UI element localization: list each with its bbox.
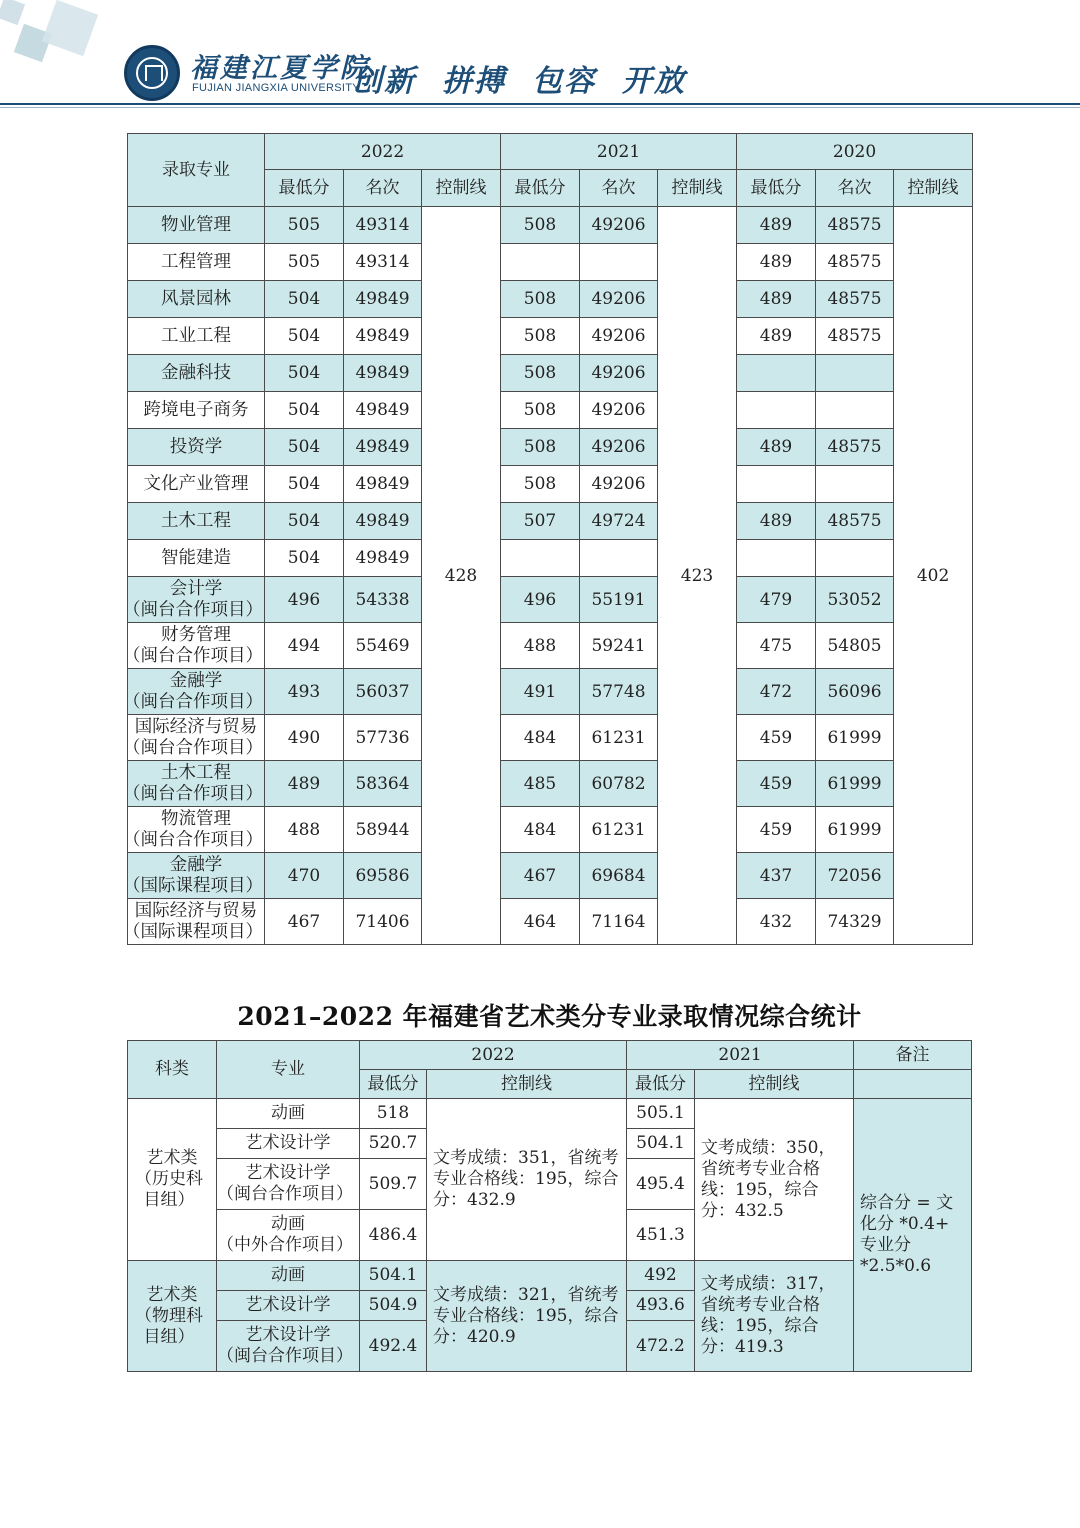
table-row	[128, 318, 973, 355]
min-score-cell: 504	[265, 503, 344, 540]
min-score-cell: 520.7	[360, 1129, 427, 1159]
category-line: 目组）	[143, 1190, 195, 1210]
control-line-cell: 428	[422, 207, 501, 945]
major-name-line: （国际课程项目）	[123, 875, 263, 896]
major-name-line: （闽台合作项目）	[123, 691, 263, 712]
header-year: 2021	[501, 134, 737, 170]
min-score-cell: 504	[265, 318, 344, 355]
min-score-cell: 508	[501, 281, 580, 318]
major-name-line: （闽台合作项目）	[123, 599, 263, 620]
major-name-line: 物流管理	[161, 808, 231, 829]
min-score-cell	[737, 355, 816, 392]
major-name-line: 物业管理	[161, 214, 231, 235]
category-line: 艺术类	[146, 1284, 198, 1305]
rank-cell	[580, 540, 658, 577]
min-score-cell	[501, 540, 580, 577]
major-cell	[128, 540, 265, 577]
rank-cell: 49206	[580, 392, 658, 429]
rank-cell: 61999	[816, 715, 894, 761]
major-name-line: 投资学	[169, 436, 223, 457]
header-control-line: 控制线	[894, 170, 973, 207]
art-admission-title: 2021–2022 年福建省艺术类分专业录取情况综合统计	[237, 1002, 862, 1031]
header-min-score: 最低分	[737, 170, 816, 207]
min-score-cell: 508	[501, 355, 580, 392]
major-name-line: 艺术设计学	[245, 1133, 331, 1153]
min-score-cell: 505	[265, 244, 344, 281]
table-row	[128, 355, 973, 392]
table-row	[128, 207, 973, 244]
major-cell	[123, 761, 265, 807]
min-score-cell: 459	[737, 761, 816, 807]
min-score-cell: 467	[501, 853, 580, 899]
min-score-cell: 489	[737, 281, 816, 318]
header-category: 科类	[128, 1041, 217, 1099]
major-name-line: （闽台合作项目）	[217, 1184, 353, 1204]
remark-cell: 综合分 = 文化分 *0.4+ 专业分 *2.5*0.6	[854, 1099, 972, 1372]
min-score-cell: 492.4	[360, 1321, 427, 1372]
category-line: 目组）	[143, 1326, 195, 1347]
header-remark: 备注	[854, 1041, 972, 1070]
rank-cell: 61999	[816, 761, 894, 807]
major-name-line: 金融科技	[161, 362, 231, 383]
min-score-cell: 505.1	[627, 1099, 695, 1129]
min-score-cell	[501, 244, 580, 281]
category-line: 艺术类	[146, 1148, 198, 1168]
slogan-word: 包容	[532, 64, 596, 99]
min-score-cell: 484	[501, 807, 580, 853]
rank-cell: 49206	[580, 207, 658, 244]
min-score-cell: 488	[501, 623, 580, 669]
min-score-cell: 508	[501, 392, 580, 429]
min-score-cell: 432	[737, 899, 816, 945]
rank-cell: 54338	[344, 577, 422, 623]
min-score-cell: 490	[265, 715, 344, 761]
admission-scores-table	[123, 133, 973, 945]
control-line-cell: 402	[894, 207, 973, 945]
rank-cell: 49206	[580, 429, 658, 466]
min-score-cell: 496	[265, 577, 344, 623]
major-name-line: （闽台合作项目）	[123, 737, 263, 758]
rank-cell: 49206	[580, 466, 658, 503]
rank-cell: 72056	[816, 853, 894, 899]
major-cell	[128, 207, 265, 244]
major-name-line: 风景园林	[161, 288, 231, 309]
rank-cell: 49849	[344, 281, 422, 318]
min-score-cell: 518	[360, 1099, 427, 1129]
table-row	[128, 540, 973, 577]
header-min-score: 最低分	[360, 1070, 427, 1099]
rank-cell: 49849	[344, 429, 422, 466]
table-row	[128, 623, 973, 669]
min-score-cell: 504	[265, 429, 344, 466]
rank-cell: 71406	[344, 899, 422, 945]
header-control-line: 控制线	[427, 1070, 627, 1099]
major-name-line: （闽台合作项目）	[217, 1346, 353, 1366]
major-name-line: 会计学	[169, 578, 223, 599]
header-year: 2020	[737, 134, 973, 170]
rank-cell: 61231	[580, 807, 658, 853]
major-name-line: 财务管理	[161, 624, 231, 645]
major-name-line: 艺术设计学	[245, 1295, 331, 1315]
rank-cell: 48575	[816, 244, 894, 281]
min-score-cell: 509.7	[360, 1159, 427, 1210]
rank-cell: 56037	[344, 669, 422, 715]
min-score-cell: 504	[265, 466, 344, 503]
header-rank: 名次	[816, 170, 894, 207]
table-row	[128, 281, 973, 318]
rank-cell: 69684	[580, 853, 658, 899]
table-row	[128, 392, 973, 429]
category-cell	[128, 1099, 217, 1261]
major-name-line: 动画	[271, 1103, 305, 1123]
major-name-line: （国际课程项目）	[123, 921, 263, 942]
min-score-cell: 504.9	[360, 1291, 427, 1321]
rank-cell: 60782	[580, 761, 658, 807]
major-cell	[217, 1210, 360, 1261]
min-score-cell: 492	[627, 1261, 695, 1291]
min-score-cell: 451.3	[627, 1210, 695, 1261]
header-min-score: 最低分	[265, 170, 344, 207]
table-row	[128, 807, 973, 853]
min-score-cell: 485	[501, 761, 580, 807]
header-min-score: 最低分	[501, 170, 580, 207]
major-cell	[128, 466, 265, 503]
min-score-cell: 464	[501, 899, 580, 945]
min-score-cell: 489	[737, 318, 816, 355]
table-row	[128, 503, 973, 540]
control-line-cell: 文考成绩：351，省统考专业合格线：195，综合分：432.9	[427, 1099, 627, 1261]
major-cell	[123, 853, 265, 899]
min-score-cell: 475	[737, 623, 816, 669]
header-divider-thin	[0, 107, 1080, 108]
min-score-cell: 508	[501, 466, 580, 503]
rank-cell: 57748	[580, 669, 658, 715]
table-row	[128, 466, 973, 503]
rank-cell: 49849	[344, 540, 422, 577]
major-cell	[217, 1291, 360, 1321]
header-rank: 名次	[580, 170, 658, 207]
slogan-word: 拼搏	[442, 64, 506, 99]
header-remark-empty	[854, 1070, 972, 1099]
page-header	[0, 0, 1080, 110]
control-line-cell: 文考成绩：321，省统考专业合格线：195，综合分：420.9	[427, 1261, 627, 1372]
rank-cell: 57736	[344, 715, 422, 761]
rank-cell: 56096	[816, 669, 894, 715]
rank-cell: 49849	[344, 318, 422, 355]
major-name-line: 土木工程	[161, 762, 231, 783]
major-name-line: 文化产业管理	[143, 473, 249, 494]
header-year: 2021	[627, 1041, 854, 1070]
header-major: 专业	[217, 1041, 360, 1099]
rank-cell: 69586	[344, 853, 422, 899]
min-score-cell: 489	[737, 207, 816, 244]
rank-cell	[816, 355, 894, 392]
min-score-cell: 504	[265, 392, 344, 429]
min-score-cell: 437	[737, 853, 816, 899]
category-cell	[128, 1261, 217, 1372]
header-control-line: 控制线	[695, 1070, 854, 1099]
min-score-cell: 472.2	[627, 1321, 695, 1372]
min-score-cell: 495.4	[627, 1159, 695, 1210]
major-cell	[217, 1099, 360, 1129]
min-score-cell: 491	[501, 669, 580, 715]
rank-cell: 49206	[580, 281, 658, 318]
rank-cell: 49314	[344, 244, 422, 281]
control-line-cell: 文考成绩：350，省统考专业合格线：195，综合分：432.5	[695, 1099, 854, 1261]
rank-cell: 61999	[816, 807, 894, 853]
major-name-line: 国际经济与贸易	[134, 716, 258, 737]
min-score-cell: 493	[265, 669, 344, 715]
min-score-cell: 486.4	[360, 1210, 427, 1261]
rank-cell: 49849	[344, 355, 422, 392]
major-name-line: 艺术设计学	[245, 1163, 331, 1183]
header-control-line: 控制线	[658, 170, 737, 207]
rank-cell: 49849	[344, 392, 422, 429]
rank-cell: 48575	[816, 503, 894, 540]
slogan-word: 创新	[352, 64, 416, 99]
major-cell	[123, 807, 265, 853]
major-name-line: 动画	[271, 1265, 305, 1285]
table-row	[128, 853, 973, 899]
min-score-cell: 508	[501, 429, 580, 466]
min-score-cell: 494	[265, 623, 344, 669]
major-cell	[217, 1129, 360, 1159]
rank-cell: 61231	[580, 715, 658, 761]
rank-cell: 48575	[816, 281, 894, 318]
min-score-cell: 504	[265, 281, 344, 318]
major-cell	[217, 1321, 360, 1372]
major-name-line: 艺术设计学	[245, 1325, 331, 1345]
major-name-line: 工业工程	[161, 325, 231, 346]
min-score-cell: 484	[501, 715, 580, 761]
rank-cell: 48575	[816, 207, 894, 244]
major-name-line: （闽台合作项目）	[123, 645, 263, 666]
rank-cell: 49724	[580, 503, 658, 540]
rank-cell: 49206	[580, 355, 658, 392]
header-rank: 名次	[344, 170, 422, 207]
min-score-cell: 504	[265, 355, 344, 392]
rank-cell: 49849	[344, 466, 422, 503]
university-name-en: FUJIAN JIANGXIA UNIVERSITY	[192, 82, 360, 94]
major-cell	[128, 503, 265, 540]
min-score-cell: 488	[265, 807, 344, 853]
major-cell	[128, 244, 265, 281]
art-admission-table	[127, 1040, 972, 1372]
min-score-cell	[737, 540, 816, 577]
major-name-line: 土木工程	[161, 510, 231, 531]
major-cell	[123, 715, 265, 761]
major-name-line: 工程管理	[161, 251, 231, 272]
table-row	[128, 1261, 972, 1291]
min-score-cell: 479	[737, 577, 816, 623]
min-score-cell: 508	[501, 318, 580, 355]
min-score-cell: 493.6	[627, 1291, 695, 1321]
rank-cell: 58364	[344, 761, 422, 807]
min-score-cell: 489	[737, 244, 816, 281]
min-score-cell: 507	[501, 503, 580, 540]
min-score-cell: 504	[265, 540, 344, 577]
major-cell	[128, 429, 265, 466]
major-name-line: （闽台合作项目）	[123, 829, 263, 850]
slogan-word: 开放	[622, 64, 686, 99]
min-score-cell: 470	[265, 853, 344, 899]
rank-cell	[816, 540, 894, 577]
rank-cell: 71164	[580, 899, 658, 945]
major-cell	[128, 392, 265, 429]
major-cell	[123, 899, 265, 945]
rank-cell: 59241	[580, 623, 658, 669]
table-row	[128, 669, 973, 715]
major-cell	[123, 669, 265, 715]
header-control-line: 控制线	[422, 170, 501, 207]
major-cell	[123, 623, 265, 669]
university-emblem-icon	[124, 45, 180, 101]
major-name-line: 国际经济与贸易	[134, 900, 258, 921]
category-line: （历史科	[135, 1169, 203, 1189]
min-score-cell: 459	[737, 807, 816, 853]
rank-cell: 49206	[580, 318, 658, 355]
university-slogan	[352, 56, 712, 100]
rank-cell	[580, 244, 658, 281]
rank-cell: 58944	[344, 807, 422, 853]
table-row	[128, 429, 973, 466]
header-year: 2022	[265, 134, 501, 170]
major-cell	[128, 318, 265, 355]
rank-cell	[816, 466, 894, 503]
rank-cell: 49849	[344, 503, 422, 540]
rank-cell: 48575	[816, 429, 894, 466]
major-name-line: 动画	[271, 1214, 305, 1234]
major-cell	[217, 1159, 360, 1210]
min-score-cell: 505	[265, 207, 344, 244]
major-name-line: （中外合作项目）	[217, 1235, 353, 1255]
min-score-cell: 496	[501, 577, 580, 623]
major-cell	[128, 355, 265, 392]
header-major: 录取专业	[128, 134, 265, 207]
rank-cell: 54805	[816, 623, 894, 669]
major-name-line: 金融学	[169, 854, 223, 875]
header-min-score: 最低分	[627, 1070, 695, 1099]
rank-cell	[816, 392, 894, 429]
control-line-cell: 423	[658, 207, 737, 945]
major-name-line: 智能建造	[161, 547, 231, 568]
decorative-square	[0, 0, 25, 25]
table-row	[128, 1099, 972, 1129]
min-score-cell	[737, 466, 816, 503]
major-cell	[123, 577, 265, 623]
university-name-cn: 福建江夏学院	[190, 53, 370, 84]
rank-cell: 74329	[816, 899, 894, 945]
table-row	[128, 899, 973, 945]
rank-cell: 53052	[816, 577, 894, 623]
header-year: 2022	[360, 1041, 627, 1070]
min-score-cell: 504.1	[360, 1261, 427, 1291]
min-score-cell: 504.1	[627, 1129, 695, 1159]
major-name-line: （闽台合作项目）	[123, 783, 263, 804]
major-cell	[128, 281, 265, 318]
min-score-cell: 459	[737, 715, 816, 761]
min-score-cell: 489	[737, 429, 816, 466]
table-row	[128, 761, 973, 807]
min-score-cell	[737, 392, 816, 429]
min-score-cell: 508	[501, 207, 580, 244]
header-divider	[0, 103, 1080, 105]
rank-cell: 55469	[344, 623, 422, 669]
rank-cell: 55191	[580, 577, 658, 623]
min-score-cell: 467	[265, 899, 344, 945]
table-row	[128, 577, 973, 623]
major-cell	[217, 1261, 360, 1291]
major-name-line: 金融学	[169, 670, 223, 691]
category-line: （物理科	[135, 1305, 203, 1326]
table-row	[128, 244, 973, 281]
major-name-line: 跨境电子商务	[143, 399, 249, 420]
control-line-cell: 文考成绩：317，省统考专业合格线：195，综合分：419.3	[695, 1261, 854, 1372]
decorative-square	[42, 0, 98, 56]
min-score-cell: 489	[265, 761, 344, 807]
min-score-cell: 472	[737, 669, 816, 715]
min-score-cell: 489	[737, 503, 816, 540]
table-row	[128, 715, 973, 761]
rank-cell: 48575	[816, 318, 894, 355]
rank-cell: 49314	[344, 207, 422, 244]
